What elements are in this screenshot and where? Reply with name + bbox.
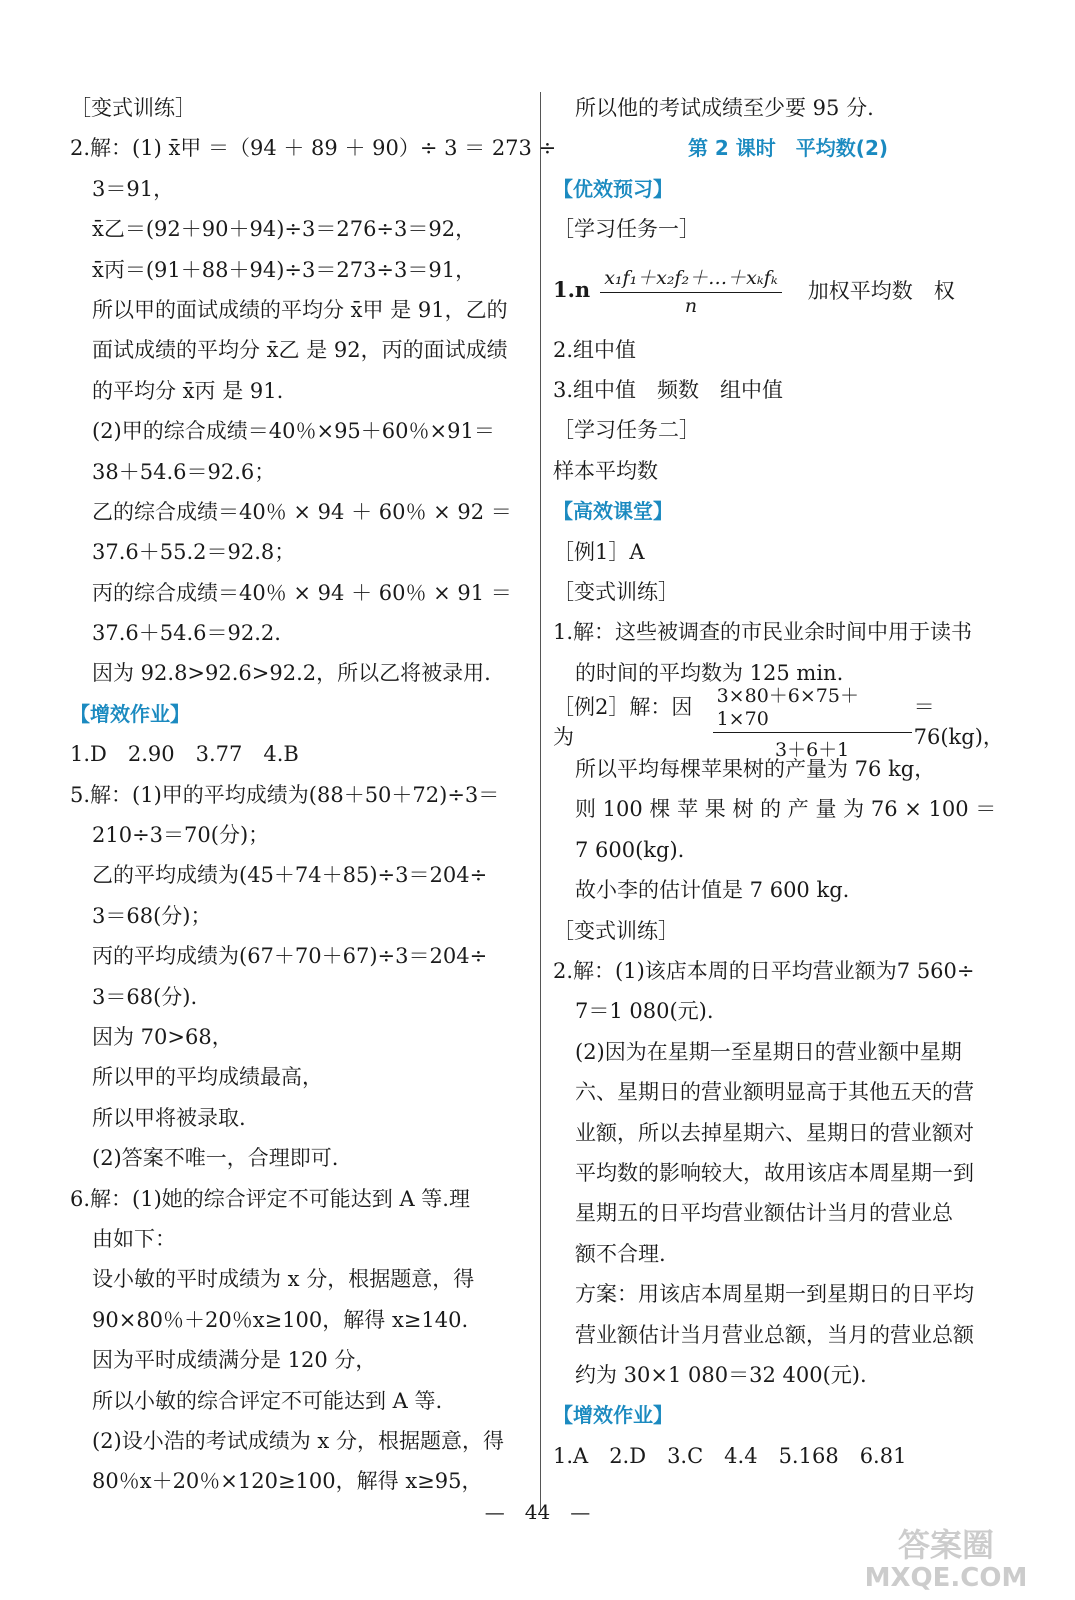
text-line: 因为 92.8>92.6>92.2，所以乙将被录用. bbox=[92, 661, 491, 686]
section-heading: 第 2 课时 平均数(2) bbox=[687, 136, 889, 161]
text-line: 3＝68(分)； bbox=[92, 903, 212, 928]
text-line: ［变式训练］ bbox=[553, 918, 679, 943]
text-line: 5.解：(1)甲的平均成绩为(88＋50＋72)÷3＝ bbox=[70, 782, 500, 807]
section-heading: 【高效课堂】 bbox=[553, 499, 673, 524]
formula2-numerator: 3×80＋6×75＋1×70 bbox=[713, 681, 912, 733]
right-block-b bbox=[553, 330, 1023, 694]
formula2-prefix: ［例2］解：因为 bbox=[553, 695, 693, 750]
text-line: 37.6＋54.6＝92.2. bbox=[92, 621, 281, 646]
text-line: (2)因为在星期一至星期日的营业额中星期 bbox=[575, 1039, 962, 1064]
text-line: 210÷3＝70(分)； bbox=[92, 823, 270, 848]
text-line: 故小李的估计值是 7 600 kg. bbox=[575, 878, 850, 903]
watermark-logo bbox=[831, 1522, 1061, 1592]
formula2-suffix: ＝76(kg)， bbox=[913, 695, 1004, 750]
text-line: x̄丙＝(91＋88＋94)÷3＝273÷3＝91， bbox=[92, 257, 477, 282]
text-line: 约为 30×1 080＝32 400(元). bbox=[575, 1362, 867, 1387]
text-line: 丙的平均成绩为(67＋70＋67)÷3＝204÷ bbox=[92, 944, 488, 969]
text-line: ［学习任务一］ bbox=[553, 217, 700, 242]
watermark-url: MXQE.COM bbox=[864, 1563, 1028, 1592]
formula1-suffix: 加权平均数 权 bbox=[807, 278, 955, 303]
text-line: 因为平时成绩满分是 120 分， bbox=[92, 1348, 377, 1373]
text-line: 所以甲的平均成绩最高， bbox=[92, 1065, 323, 1090]
text-line: 6.解：(1)她的综合评定不可能达到 A 等.理 bbox=[70, 1186, 470, 1211]
text-line: 所以平均每棵苹果树的产量为 76 kg， bbox=[575, 757, 936, 782]
watermark-title: 答案圈 bbox=[897, 1526, 995, 1564]
formula1-numerator: x₁f₁＋x₂f₂＋…＋xₖfₖ bbox=[600, 263, 782, 293]
text-line: 2.解：(1)该店本周的日平均营业额为7 560÷ bbox=[553, 959, 975, 984]
text-line: 80％x＋20％×120≥100，解得 x≥95， bbox=[92, 1469, 483, 1494]
text-line: 37.6＋55.2＝92.8； bbox=[92, 540, 296, 565]
text-line: 星期五的日平均营业额估计当月的营业总 bbox=[575, 1201, 953, 1226]
text-line: 平均数的影响较大，故用该店本周星期一到 bbox=[575, 1160, 974, 1185]
text-line: 3＝91， bbox=[92, 176, 175, 201]
formula-example2 bbox=[553, 684, 1023, 761]
page-number: — 44 — bbox=[484, 1500, 591, 1524]
text-line: 方案：用该店本周星期一到星期日的日平均 bbox=[575, 1282, 974, 1307]
text-line: 的平均分 x̄丙 是 91. bbox=[92, 378, 284, 403]
text-line: 38＋54.6＝92.6； bbox=[92, 459, 276, 484]
text-line: 六、星期日的营业额明显高于其他五天的营 bbox=[575, 1080, 974, 1105]
text-line: ［变式训练］ bbox=[553, 579, 679, 604]
text-line: 则 100 棵 苹 果 树 的 产 量 为 76 × 100 ＝ bbox=[575, 797, 997, 822]
text-line: 设小敏的平时成绩为 x 分，根据题意，得 bbox=[92, 1267, 475, 1292]
text-line: 额不合理. bbox=[575, 1241, 666, 1266]
text-line: 1.解：这些被调查的市民业余时间中用于读书 bbox=[553, 620, 973, 645]
text-line: 2.组中值 bbox=[553, 337, 637, 362]
section-heading: 【增效作业】 bbox=[70, 701, 190, 726]
text-line: 面试成绩的平均分 x̄乙 是 92，丙的面试成绩 bbox=[92, 338, 508, 363]
text-line: (2)答案不唯一，合理即可. bbox=[92, 1146, 339, 1171]
right-block-a bbox=[553, 88, 1023, 250]
formula1-fraction bbox=[600, 263, 782, 317]
text-line: 样本平均数 bbox=[553, 458, 658, 483]
text-line: 乙的综合成绩＝40％ × 94 ＋ 60％ × 92 ＝ bbox=[92, 499, 512, 524]
text-line: 1.A 2.D 3.C 4.4 5.168 6.81 bbox=[553, 1443, 907, 1468]
text-line: 1.D 2.90 3.77 4.B bbox=[70, 742, 299, 767]
text-line: 所以甲将被录取. bbox=[92, 1105, 246, 1130]
right-block-c bbox=[553, 749, 1023, 1476]
text-line: 7＝1 080(元). bbox=[575, 999, 714, 1024]
left-column bbox=[70, 88, 557, 1502]
text-line: x̄乙＝(92＋90＋94)÷3＝276÷3＝92， bbox=[92, 217, 477, 242]
text-line: ［例1］A bbox=[553, 539, 645, 564]
text-line: 的时间的平均数为 125 min. bbox=[575, 660, 844, 685]
text-line: 90×80％＋20％x≥100，解得 x≥140. bbox=[92, 1307, 469, 1332]
text-line: 因为 70>68， bbox=[92, 1024, 233, 1049]
formula-weighted-mean bbox=[553, 250, 1023, 330]
section-heading: 【优效预习】 bbox=[553, 176, 673, 201]
text-line: (2)甲的综合成绩＝40％×95＋60％×91＝ bbox=[92, 419, 495, 444]
text-line: 3.组中值 频数 组中值 bbox=[553, 377, 784, 402]
text-line: (2)设小浩的考试成绩为 x 分，根据题意，得 bbox=[92, 1428, 504, 1453]
text-line: 业额，所以去掉星期六、星期日的营业额对 bbox=[575, 1120, 974, 1145]
text-line: ［学习任务二］ bbox=[553, 418, 700, 443]
text-line: 所以他的考试成绩至少要 95 分. bbox=[575, 96, 874, 120]
text-line: 2.解：(1) x̄甲 ＝（94 ＋ 89 ＋ 90）÷ 3 ＝ 273 ÷ bbox=[70, 136, 557, 161]
formula2-denominator: 3＋6＋1 bbox=[774, 738, 850, 761]
text-line: 所以甲的面试成绩的平均分 x̄甲 是 91，乙的 bbox=[92, 297, 508, 322]
text-line: 7 600(kg). bbox=[575, 837, 685, 862]
text-line: 乙的平均成绩为(45＋74＋85)÷3＝204÷ bbox=[92, 863, 488, 888]
column-divider bbox=[540, 92, 541, 1512]
text-line: ［变式训练］ bbox=[70, 96, 196, 120]
right-column bbox=[553, 88, 1023, 1476]
formula1-denominator: n bbox=[684, 294, 698, 317]
text-line: 丙的综合成绩＝40％ × 94 ＋ 60％ × 91 ＝ bbox=[92, 580, 512, 605]
text-line: 所以小敏的综合评定不可能达到 A 等. bbox=[92, 1388, 443, 1413]
section-heading: 【增效作业】 bbox=[553, 1403, 673, 1428]
formula1-prefix: 1.n bbox=[553, 277, 591, 303]
text-line: 3＝68(分). bbox=[92, 984, 198, 1009]
text-line: 营业额估计当月营业总额，当月的营业总额 bbox=[575, 1322, 974, 1347]
text-line: 由如下： bbox=[92, 1226, 176, 1251]
